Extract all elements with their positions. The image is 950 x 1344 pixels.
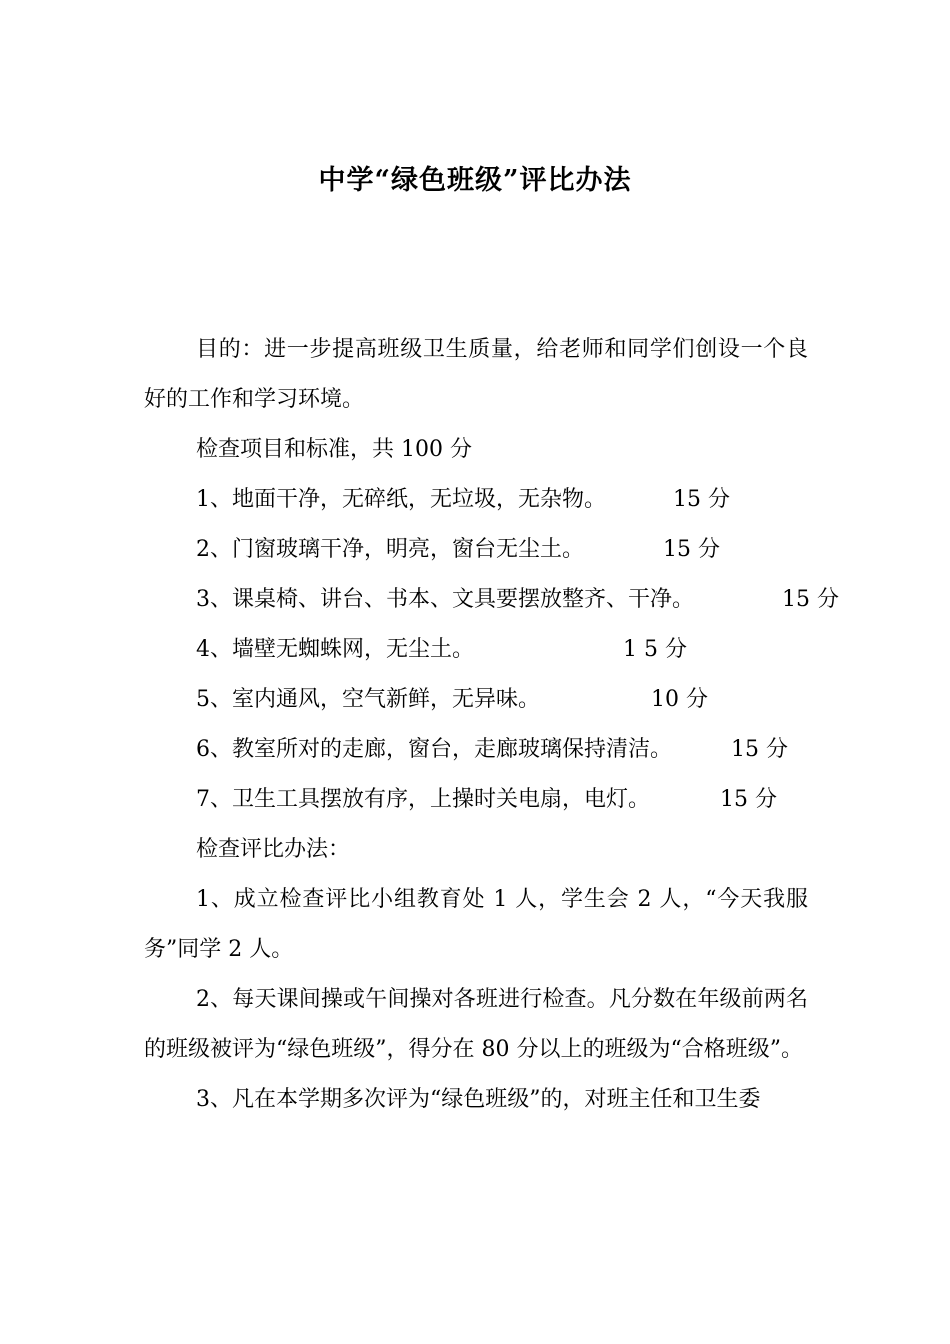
item-text: 7、卫生工具摆放有序，上操时关电扇，电灯。	[196, 787, 650, 812]
item-score: 10 分	[651, 687, 708, 712]
item-text: 6、教室所对的走廊，窗台，走廊玻璃保持清洁。	[196, 737, 672, 762]
method-item: 1、成立检查评比小组教育处 1 人，学生会 2 人，“今天我服务”同学 2 人。	[144, 887, 808, 962]
method-item: 3、凡在本学期多次评为“绿色班级”的，对班主任和卫生委	[196, 1087, 761, 1112]
list-item	[144, 475, 808, 525]
document-title: 中学“绿色班级”评比办法	[318, 165, 632, 196]
item-text: 3、课桌椅、讲台、书本、文具要摆放整齐、干净。	[196, 587, 694, 612]
item-score: 15 分	[720, 787, 777, 812]
list-item	[144, 575, 839, 625]
document-body	[144, 325, 839, 1125]
list-item	[144, 625, 808, 675]
standards-heading: 检查项目和标准，共 100 分	[196, 437, 472, 462]
list-item	[144, 775, 808, 825]
item-score-value: 15 分	[782, 587, 839, 612]
list-item	[144, 525, 808, 575]
item-text: 1、地面干净，无碎纸，无垃圾，无杂物。	[196, 487, 606, 512]
method-item: 2、每天课间操或午间操对各班进行检查。凡分数在年级前两名的班级被评为“绿色班级”，得分在 80 分以上的班级为“合格班级”。	[144, 987, 808, 1062]
item-text: 5、室内通风，空气新鲜，无异味。	[196, 687, 540, 712]
list-item	[144, 675, 808, 725]
item-score	[782, 575, 842, 625]
item-score: 15 分	[731, 737, 788, 762]
method-heading: 检查评比办法：	[196, 837, 351, 862]
item-score: 15 分	[663, 537, 720, 562]
item-text: 4、墙壁无蜘蛛网，无尘土。	[196, 637, 474, 662]
list-item	[144, 725, 808, 775]
item-score: 15 分	[673, 487, 730, 512]
item-score: 1 5 分	[623, 637, 687, 662]
item-text: 2、门窗玻璃干净，明亮，窗台无尘土。	[196, 537, 584, 562]
purpose-paragraph: 目的：进一步提高班级卫生质量，给老师和同学们创设一个良好的工作和学习环境。	[144, 337, 808, 412]
